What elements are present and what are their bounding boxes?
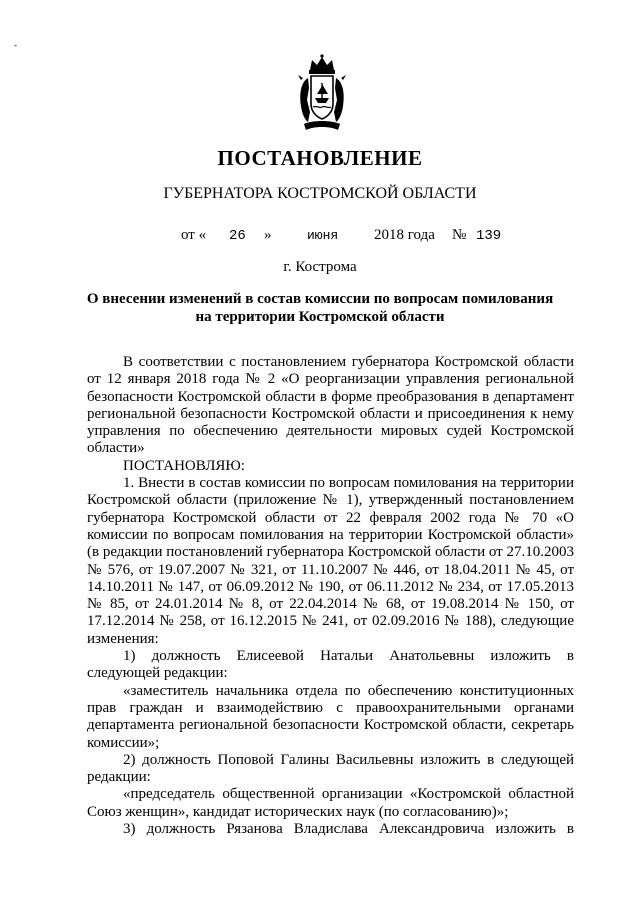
city-line: г. Кострома — [283, 259, 357, 275]
subject-line-2: на территории Костромской области — [195, 309, 445, 325]
paragraph-item-1: 1. Внести в состав комиссии по вопросам помилования на территории Костромской области (приложение № 1), утвержденный постановлением губернатора Костромской области от 22 февраля 2002 года № 70 «О комиссии по вопросам помилования на территории Костромской области» (в редакции постановлений губернатора Костромской области от 27.10.2003 № 576, от 19.07.2007 № 321, от 11.10.2007 № 446, от 18.04.2011 № 45, от 14.10.2011 № 147, от 06.09.2012 № 190, от 06.11.2012 № 234, от 17.05.2013 № 85, от 24.01.2014 № 8, от 22.04.2014 № 68, от 19.08.2014 № 150, от 17.12.2014 № 258, от 16.12.2015 № 241, от 02.09.2016 № 188), следующие изменения: — [87, 475, 574, 647]
paragraph-decree: ПОСТАНОВЛЯЮ: — [123, 457, 245, 474]
paragraph-preamble: В соответствии с постановлением губернатора Костромской области от 12 января 2018 года № 2 «О реорганизации управления региональной безопасности Костромской области в форме преобразования в департамент региональной безопасности Костромской области и присоединения к нему управления по обеспечению деятельности мировых судей Костромской области» — [87, 354, 574, 457]
date-day: 26 — [229, 228, 246, 244]
margin-mark: - — [14, 40, 17, 50]
paragraph-subitem-1-text: «заместитель начальника отдела по обеспечению конституционных прав граждан и взаимодействию с правоохранительными органами департамента региональной безопасности Костромской области, секретарь комиссии»; — [87, 682, 574, 751]
paragraph-subitem-2: 2) должность Поповой Галины Васильевны изложить в следующей редакции: — [87, 751, 574, 786]
document-title: ПОСТАНОВЛЕНИЕ — [217, 146, 423, 170]
document-body — [87, 354, 574, 838]
issuer-line: ГУБЕРНАТОРА КОСТРОМСКОЙ ОБЛАСТИ — [163, 185, 477, 202]
date-prefix: от « — [181, 227, 207, 243]
date-month: июня — [307, 228, 339, 243]
number-sign: № — [452, 227, 467, 243]
date-close-quote: » — [264, 227, 272, 243]
paragraph-subitem-2-text: «председатель общественной организации «Костромской областной Союз женщин», кандидат исторических наук (по согласованию)»; — [87, 786, 574, 820]
paragraph-subitem-3: 3) должность Рязанова Владислава Александровича изложить в — [123, 821, 574, 838]
coat-of-arms-emblem — [296, 54, 348, 134]
paragraph-subitem-1: 1) должность Елисеевой Натальи Анатольевны изложить в следующей редакции: — [87, 648, 574, 682]
document-subject — [0, 290, 640, 326]
date-year: 2018 года — [374, 227, 435, 243]
document-number: 139 — [476, 228, 502, 244]
subject-line-1: О внесении изменений в состав комиссии по вопросам помилования — [86, 291, 554, 307]
